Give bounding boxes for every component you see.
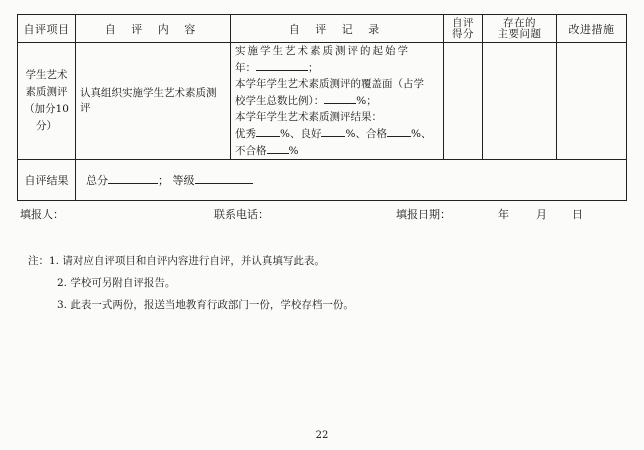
notes-prefix: 注： xyxy=(28,255,49,267)
year-label: 年 xyxy=(498,208,509,221)
pass-suffix: %、 xyxy=(410,128,432,140)
problems-cell[interactable] xyxy=(483,43,557,160)
self-evaluation-table xyxy=(17,14,627,201)
note-2: 2. 学校可另附自评报告。 xyxy=(57,277,176,289)
header-score xyxy=(444,15,483,43)
grade-label: 等级 xyxy=(172,174,195,187)
result-row xyxy=(18,160,627,201)
phone-label: 联系电话： xyxy=(214,208,269,221)
pass-label: %、合格 xyxy=(345,128,387,140)
content-text: 认真组织实施学生艺术素质测评 xyxy=(80,87,217,114)
grade-blank[interactable] xyxy=(195,172,253,184)
note-1-text: 1. 请对应自评项目和自评内容进行自评，并认真填写此表。 xyxy=(49,255,325,267)
record-line-4-suffix: %； xyxy=(356,95,377,107)
total-label: 总分 xyxy=(86,174,108,187)
coverage-blank[interactable] xyxy=(324,92,356,104)
record-line-4-prefix: 校学生总数比例）： xyxy=(235,95,325,107)
header-content: 自 评 内 容 xyxy=(76,15,231,43)
good-blank[interactable] xyxy=(321,125,345,137)
item-cell xyxy=(18,43,76,160)
record-line-2-prefix: 年： xyxy=(235,62,256,74)
record-line-2 xyxy=(235,59,439,76)
good-label: %、良好 xyxy=(280,128,322,140)
result-label: 自评结果 xyxy=(18,160,76,201)
content-cell xyxy=(76,43,231,160)
day-label: 日 xyxy=(572,208,583,221)
header-item: 自评项目 xyxy=(18,15,76,43)
record-line-3: 本学年学生艺术素质测评的覆盖面（占学 xyxy=(235,78,424,90)
record-line-2-suffix: ； xyxy=(308,62,319,74)
header-measures: 改进措施 xyxy=(557,15,627,43)
notes-section xyxy=(28,250,354,316)
result-sep: ； xyxy=(158,174,169,187)
filler-info-line xyxy=(20,206,620,222)
fail-label: 不合格 xyxy=(235,145,267,157)
header-record: 自 评 记 录 xyxy=(231,15,444,43)
month-label: 月 xyxy=(536,208,547,221)
header-score-text: 自评 得分 xyxy=(452,16,474,40)
record-line-4 xyxy=(235,92,439,109)
date-label: 填报日期： xyxy=(396,208,451,221)
excellent-blank[interactable] xyxy=(256,125,280,137)
page-number: 22 xyxy=(315,430,329,441)
record-line-1: 实施学生艺术素质测评的起始学 xyxy=(235,45,410,57)
total-blank[interactable] xyxy=(108,172,158,184)
item-text: 学生艺术 素质测评 （加分10 分） xyxy=(24,69,69,132)
score-cell[interactable] xyxy=(444,43,483,160)
record-line-5: 本学年学生艺术素质测评结果： xyxy=(235,111,382,123)
record-line-7 xyxy=(235,142,439,159)
start-year-blank[interactable] xyxy=(256,59,308,71)
header-row xyxy=(18,15,627,43)
measures-cell[interactable] xyxy=(557,43,627,160)
note-3: 3. 此表一式两份，报送当地教育行政部门一份，学校存档一份。 xyxy=(57,299,354,311)
header-problems xyxy=(483,15,557,43)
record-cell xyxy=(231,43,444,160)
filler-label: 填报人： xyxy=(20,208,64,221)
excellent-label: 优秀 xyxy=(235,128,256,140)
header-problems-text: 存在的 主要问题 xyxy=(497,16,542,40)
note-1 xyxy=(28,250,354,272)
pass-blank[interactable] xyxy=(387,125,411,137)
table-row xyxy=(18,43,627,160)
result-cell xyxy=(76,160,627,201)
fail-suffix: % xyxy=(288,145,299,157)
fail-blank[interactable] xyxy=(267,142,289,154)
record-line-6 xyxy=(235,125,439,142)
